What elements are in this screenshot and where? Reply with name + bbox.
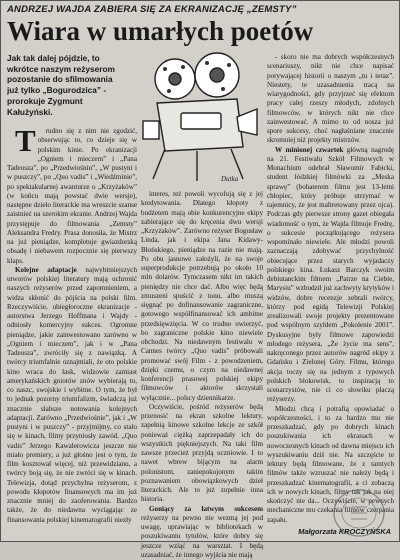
col2-paragraph-3: reżyserzy na pewno nie wezmą jej pod uwagę, uprawiając w bibliotekach w poszukiwaniu tytułów, które dobry się jeszcze wziąć na warsztat. I będą uzasadniać, że innego wyjścia nie mają	[141, 513, 263, 559]
col3-paragraph-2: główną nagrodę na 21. Festiwalu Szkół Filmowych w Monachium odebrał Sławomir Fabicki, student łódzkiej filmówki za „Meska sprawę” (bohaterem filmu jest 13-letni chłopiec, który próbuje utrzymać w tajemnicy, że jest maltretowany przez ojca). Podczas gdy pierwsze strony gazet obiegała wiadomość o tym, że Wajda filmuje Fredrę, o sukcesie początkującego reżysera wspominało niewiele. Ale młodzi powoli zaznaczają zdobywać przychylność obiecujące przez starych wyjadaczy polskiego kina. Łukasz Barczyk swoim debiutanckim filmem „Patrze na Ciebie, Marysiu” wzbudził już zachwyty krytyków i widzów, dobre recenzje zebrali twórcy, którzy pod egidą Telewizji Polskiej zrealizowali swoje projekty prezentowane pod wspólnym szyldem „Pokolenie 2001”. Dyskusyjne były filmowe zapowiedzi młodego reżysera, „Że życie ma sens”, nakręconego przez autorów nagród ekipy z Gdańsku i Zielonej Góry. Filmu, którego akcja toczy się na jednym z typowych polskich blokowisk, to inspiracją to scenarzystów, nie ci co słowiku płaczą reżyserzy.	[267, 145, 394, 404]
article-column-2	[141, 190, 263, 560]
col2-paragraph-2: Oczywiście, pośród reżyserów będą przenosić na ekran szkolne lektury, zapełnią kinowe szkolne lekcje ze szkół ponieważ ciężką zaprzepadały ich do wszystkich piękniejszych. Na taki film zawsze przecież przyjdą uczniowie. I to nawet wbrew bijącym na alarm polonistom, zaniepokojonym takim poznawaniem obowiązkowych dzieł literackich. Ale to już zupełnie inna historia.	[141, 402, 263, 504]
cartoon-signature: Dutka	[221, 175, 239, 183]
col1-subhead: Kolejne adaptacje	[15, 265, 77, 274]
col3-paragraph-3: Młodzi chcą i potrafią opowiadać o współczesności, i to za bardzo mu nie przeszkadzać, gdy po dobrych kinach poszukiwania ich ekranach w nowoczesnych kinach od dawna miejscu ich wyszukiwaniu dziś nie. Na szczęście te lektury będą filmowane, że z tamtych filmów także wzruszać nie należy będą i przeszkadzać kinematografii, a ci zobaczą ich w nowych kinach, filmy tak jak na niej skończyć nie da... Oczywiście, w pewnych mechaniczne mu czekania filmów czerpania zapału.	[267, 404, 394, 524]
article-byline: Małgorzata KROCZYŃSKA	[298, 527, 391, 536]
col3-subhead: W minionej czwartek	[275, 145, 344, 154]
article-headline: Wiara w umarłych poetów	[7, 16, 314, 46]
drop-cap: T	[15, 123, 36, 158]
article-lead: Jak tak dalej pójdzie, to wkrótce naszym reżyserom pozostanie do sfilmowania już tylko „Bogurodzica” - prorokuje Zygmunt Kałużyński.	[7, 53, 115, 117]
article-column-3	[267, 53, 394, 525]
film-projector-cartoon	[135, 51, 263, 186]
col3-paragraph-1: - skoro nie ma dobrych współczesnych scenariuszy, nikt nie chce napisać porywającej historii o naszym „tu i teraz”. Niestety, te uzasadnienia tracą na wiarygodności, gdy przyjrzeć się efektom pracy całej rzeszy młodych, zdolnych filmowców, w których nikt nie chce zainwestować. A mimo to od nosza już spore sukcesy, choć nagłaśniane znacznie skromniej niż projekty mistrzów.	[267, 53, 394, 145]
col2-subhead: Goniący za łatwym sukcesem	[149, 504, 263, 513]
article-kicker: ANDRZEJ WAJDA ZABIERA SIĘ ZA EKRANIZACJĘ „ZEMSTY”	[7, 4, 297, 15]
col1-paragraph-2: najwybitniejszych utworów polskiej literatury mają uchronić naszych reżyserów przed zapomnieniem, a widza skłonić do pójścia na polski film. Rzeczywiście, ubiegłoroczne ekranizacje - autorstwa Jerzego Hoffmana i Wajdy - odniosły komercyjny sukces. Ogromne pieniądze, jakie zainwestowano zarówno w „Ogniem i mieczem”, jak i w „Pana Tadeusza”, zwróciły się z nawiązką. A twórcy triumfalnie oznajmiali, że oto polskie kino wraca do łask, widzowie zamiast amerykańskich gniotów znów wybierają to, co naszc, swojskie i wybitne. O tym, że był to jednak pozorny triumfalizm, świadczą już znacznie słabsze notowania kolejnych adaptacji. Zarówno „Przedwiośnie”, jak i „W pustyni i w puszczy” - przyjmijmy, co stało się w kinach, filmy przyniosły zawód. „Quo vadis” Jerzego Kawalerowicza jeszcze nie miało premiery, a już głośno jest o tym, że film kosztował więcej, niż przewidziano, a twórcy boją się, że nie zwróci się w kinach. Telewizja, dotąd przychylna reżyserom, z powodu kłopotów finansowych ma im już znacznie mniej do zaoferowania. Bardzo także, że do niedawna wyciągając ze finansowania polskiej kinematografii niezły	[7, 265, 138, 524]
col1-paragraph-1: rudno się z nim nie zgodzić, obserwując to, co dzieje się w polskim kinie. Po ekranizacji „Ogniem i mieczem” i „Pana Tadeusza”, po „Przedwiośniu”, „W pustyni i w puszczy”, po „Quo vadis” i „Wiedźminie”, po spektakularnej awanturze o „Krzyżaków” (w końcu mają powstać dwie wersje), następne dzieło literackie ma wreszcie szanse zaistnieć na szerokim ekranie. Andrzej Wajda przystępuje do filmowania „Zemsty” Aleksandra Fredry. Prasa donosiła, że Mistrz na już pieniądze, kompletuje gwiazdorską obsadę i niebawem rozpocznie się pierwszy klaps.	[7, 127, 137, 265]
col2-paragraph-1: interes, też powoli wycofują się z jej kredytowania. Dlatego kłopoty z budżetem mają obie konkurencyjne ekipy zabierające się do kręcenia dwu wersji „Krzyżaków”. Zarówno reżyser Bogusław Linda, jak i ekipa Jana Kidawy-Błońskiego, pieniądze na razie nie mają. Po obu jasnowe założyli, że na swoje superprodukcje potrzebują po około 10 mln dolarów. Tymczasem nikt im takich pieniędzy nie chce dać. Albo więc będą zmuszeni spuścić z tonu, albo muszą sięgnąć po dofinansowanie zagraniczne, gotowego współfinansować ich ambitne przedsięwzięcia. W co trudno uwierzyć, bo zagraniczne polskie kino niewiele obchodzi. Na niedawnym festiwalu w Cannes twórcy „Quo vadis” próbowali promować swój Film - z powodzeniem, dzięki czemu, o czym na niedawnej konferencji prasowej polskiej ekipy filmowców i aktorów skrzystali wyłącznie... polscy dziennikarze.	[141, 190, 263, 402]
article-column-1	[7, 123, 138, 525]
